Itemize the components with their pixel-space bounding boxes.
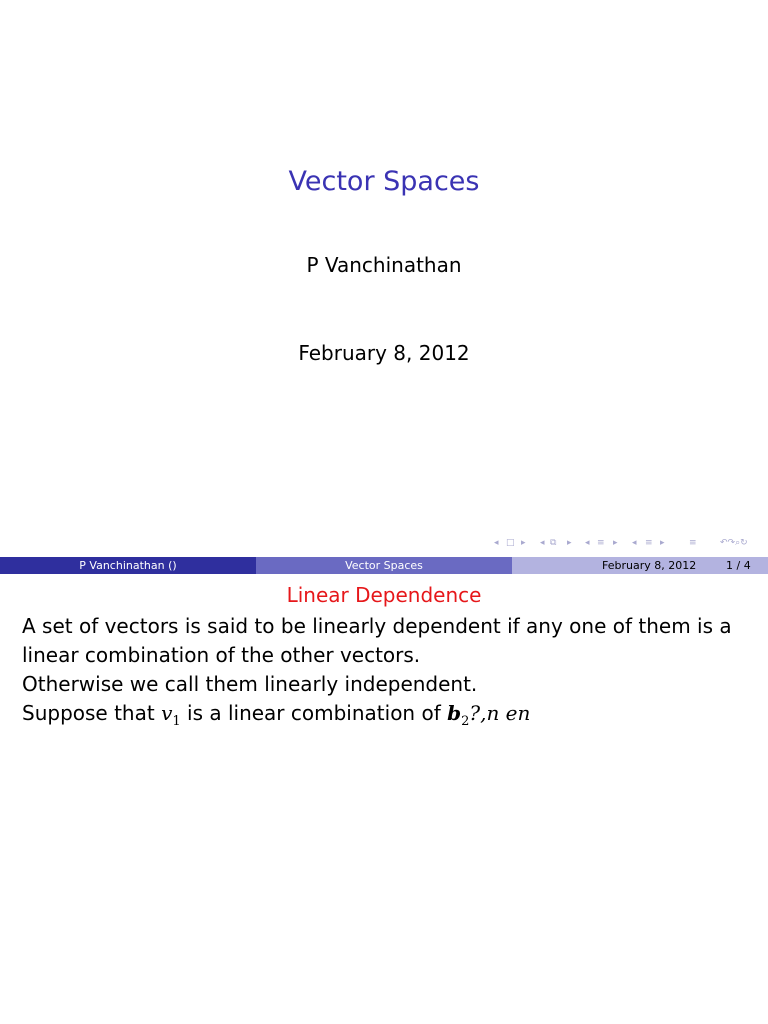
appendix-icon[interactable]: ≡	[689, 538, 697, 548]
footer-page-number: 1 / 4	[726, 559, 751, 572]
body-line-1: A set of vectors is said to be linearly dependent if any one of them is a	[22, 614, 732, 638]
footer-author: P Vanchinathan ()	[0, 557, 256, 574]
footer-title: Vector Spaces	[256, 557, 512, 574]
frame-icon[interactable]: □	[506, 538, 515, 548]
doc-prev-icon[interactable]: ◂	[632, 538, 637, 548]
line4-prefix: Suppose that	[22, 701, 162, 725]
author-name: P Vanchinathan	[306, 253, 462, 277]
frame-next-icon[interactable]: ▸	[521, 538, 526, 548]
line4-middle: is a linear combination of	[180, 701, 448, 725]
subsection-icon[interactable]: ⧉	[550, 538, 557, 548]
garbled-math-subscript: 2	[461, 714, 470, 729]
math-v: v	[161, 701, 173, 725]
subsection-next-icon[interactable]: ▸	[567, 538, 572, 548]
garbled-math-rest	[461, 701, 531, 729]
body-line-4	[22, 699, 752, 736]
presentation-title: Vector Spaces	[288, 166, 480, 197]
frame-title: Linear Dependence	[286, 583, 482, 607]
section-icon[interactable]: ≡	[597, 538, 605, 548]
math-v1	[161, 701, 181, 729]
beamer-footer	[0, 557, 768, 574]
doc-next-icon[interactable]: ▸	[660, 538, 665, 548]
footer-date: February 8, 2012	[602, 559, 697, 572]
search-back-forward-icon[interactable]: ↶↷⌕↻	[720, 538, 748, 548]
section-prev-icon[interactable]: ◂	[585, 538, 590, 548]
footer-date-page	[512, 557, 768, 574]
doc-icon[interactable]: ≡	[645, 538, 653, 548]
presentation-date: February 8, 2012	[298, 341, 470, 365]
linear-dependence-slide	[0, 576, 768, 1024]
body-line-2: linear combination of the other vectors.	[22, 643, 421, 667]
section-next-icon[interactable]: ▸	[613, 538, 618, 548]
slide-body	[22, 612, 752, 736]
beamer-navigation-bar	[0, 538, 768, 552]
frame-prev-icon[interactable]: ◂	[494, 538, 499, 548]
garbled-math-text: ?,n en	[469, 701, 531, 725]
subsection-prev-icon[interactable]: ◂	[540, 538, 545, 548]
body-line-3: Otherwise we call them linearly independent.	[22, 672, 478, 696]
garbled-math-bold: b	[447, 701, 462, 725]
math-v-subscript: 1	[172, 714, 181, 729]
